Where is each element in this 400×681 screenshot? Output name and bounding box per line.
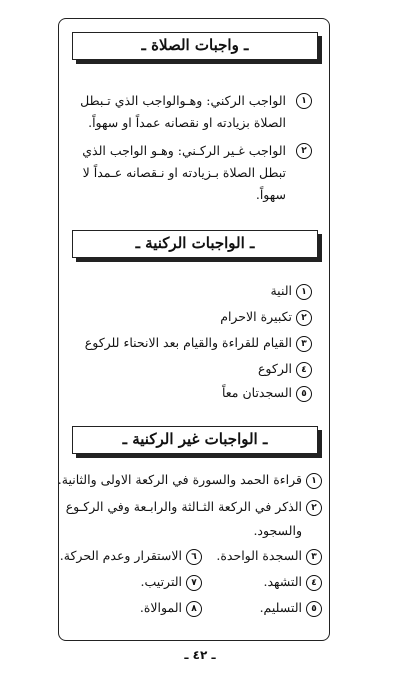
list-item xyxy=(140,598,202,618)
item-text: التسليم. xyxy=(259,600,302,615)
heading-text: ـ الواجبات الركنية ـ xyxy=(135,234,255,252)
item-text: التشهد. xyxy=(263,574,302,589)
item-text: السجدة الواحدة. xyxy=(216,548,302,563)
item-text: الواجب غـير الركـني: وهـو الواجب الذي تبطل الصلاة بـزيادته او نـقصانه عـمداً لا سهواً. xyxy=(82,143,286,202)
list-item xyxy=(80,140,312,206)
item-text: الركوع xyxy=(257,361,292,376)
item-text: الذكر في الركعة الثـالثة والرابـعة وفي الركـوع xyxy=(65,499,302,514)
list-item xyxy=(85,333,312,353)
number-badge: ١ xyxy=(306,473,322,489)
list-item xyxy=(263,572,322,592)
list-item-continuation xyxy=(253,521,302,541)
section-heading-pillar-obligations xyxy=(72,230,318,258)
number-badge: ٤ xyxy=(306,575,322,591)
number-badge: ١ xyxy=(296,284,312,300)
number-badge: ٦ xyxy=(186,549,202,565)
item-text: النية xyxy=(270,283,292,298)
list-item xyxy=(222,383,312,403)
item-text: الواجب الركني: وهـوالواجب الذي تـبطل الصلاة بزيادته او نقصانه عمداً او سهواً. xyxy=(80,93,286,130)
item-text: الترتيب. xyxy=(140,574,182,589)
item-text: تكبيرة الاحرام xyxy=(220,309,292,324)
number-badge: ٢ xyxy=(296,310,312,326)
item-text: القيام للقراءة والقيام بعد الانحناء للركوع xyxy=(84,335,292,350)
list-item xyxy=(60,546,202,566)
item-text: السجدتان معاً xyxy=(221,385,292,400)
number-badge: ٢ xyxy=(296,143,312,159)
list-item xyxy=(260,598,322,618)
list-item xyxy=(80,90,312,134)
item-text: قراءة الحمد والسورة في الركعة الاولى والثانية. xyxy=(57,472,302,487)
section-heading-obligations xyxy=(72,32,318,60)
number-badge: ٨ xyxy=(186,601,202,617)
item-text: والسجود. xyxy=(253,523,302,538)
list-item xyxy=(66,497,322,517)
list-item xyxy=(58,470,322,490)
list-item xyxy=(270,281,312,301)
heading-text: ـ الواجبات غير الركنية ـ xyxy=(122,430,268,448)
number-badge: ١ xyxy=(296,93,312,109)
list-item xyxy=(216,546,322,566)
item-text: الاستقرار وعدم الحركة. xyxy=(59,548,182,563)
section-heading-non-pillar-obligations xyxy=(72,426,318,454)
item-text: الموالاة. xyxy=(139,600,182,615)
list-item xyxy=(220,307,312,327)
list-item xyxy=(141,572,202,592)
number-badge: ٥ xyxy=(306,601,322,617)
number-badge: ٧ xyxy=(186,575,202,591)
list-item xyxy=(258,359,312,379)
number-badge: ٣ xyxy=(296,336,312,352)
heading-text: ـ واجبات الصلاة ـ xyxy=(141,36,249,54)
number-badge: ٢ xyxy=(306,500,322,516)
number-badge: ٤ xyxy=(296,362,312,378)
number-badge: ٥ xyxy=(296,386,312,402)
page-number: ـ ٤٢ ـ xyxy=(184,648,216,662)
number-badge: ٣ xyxy=(306,549,322,565)
